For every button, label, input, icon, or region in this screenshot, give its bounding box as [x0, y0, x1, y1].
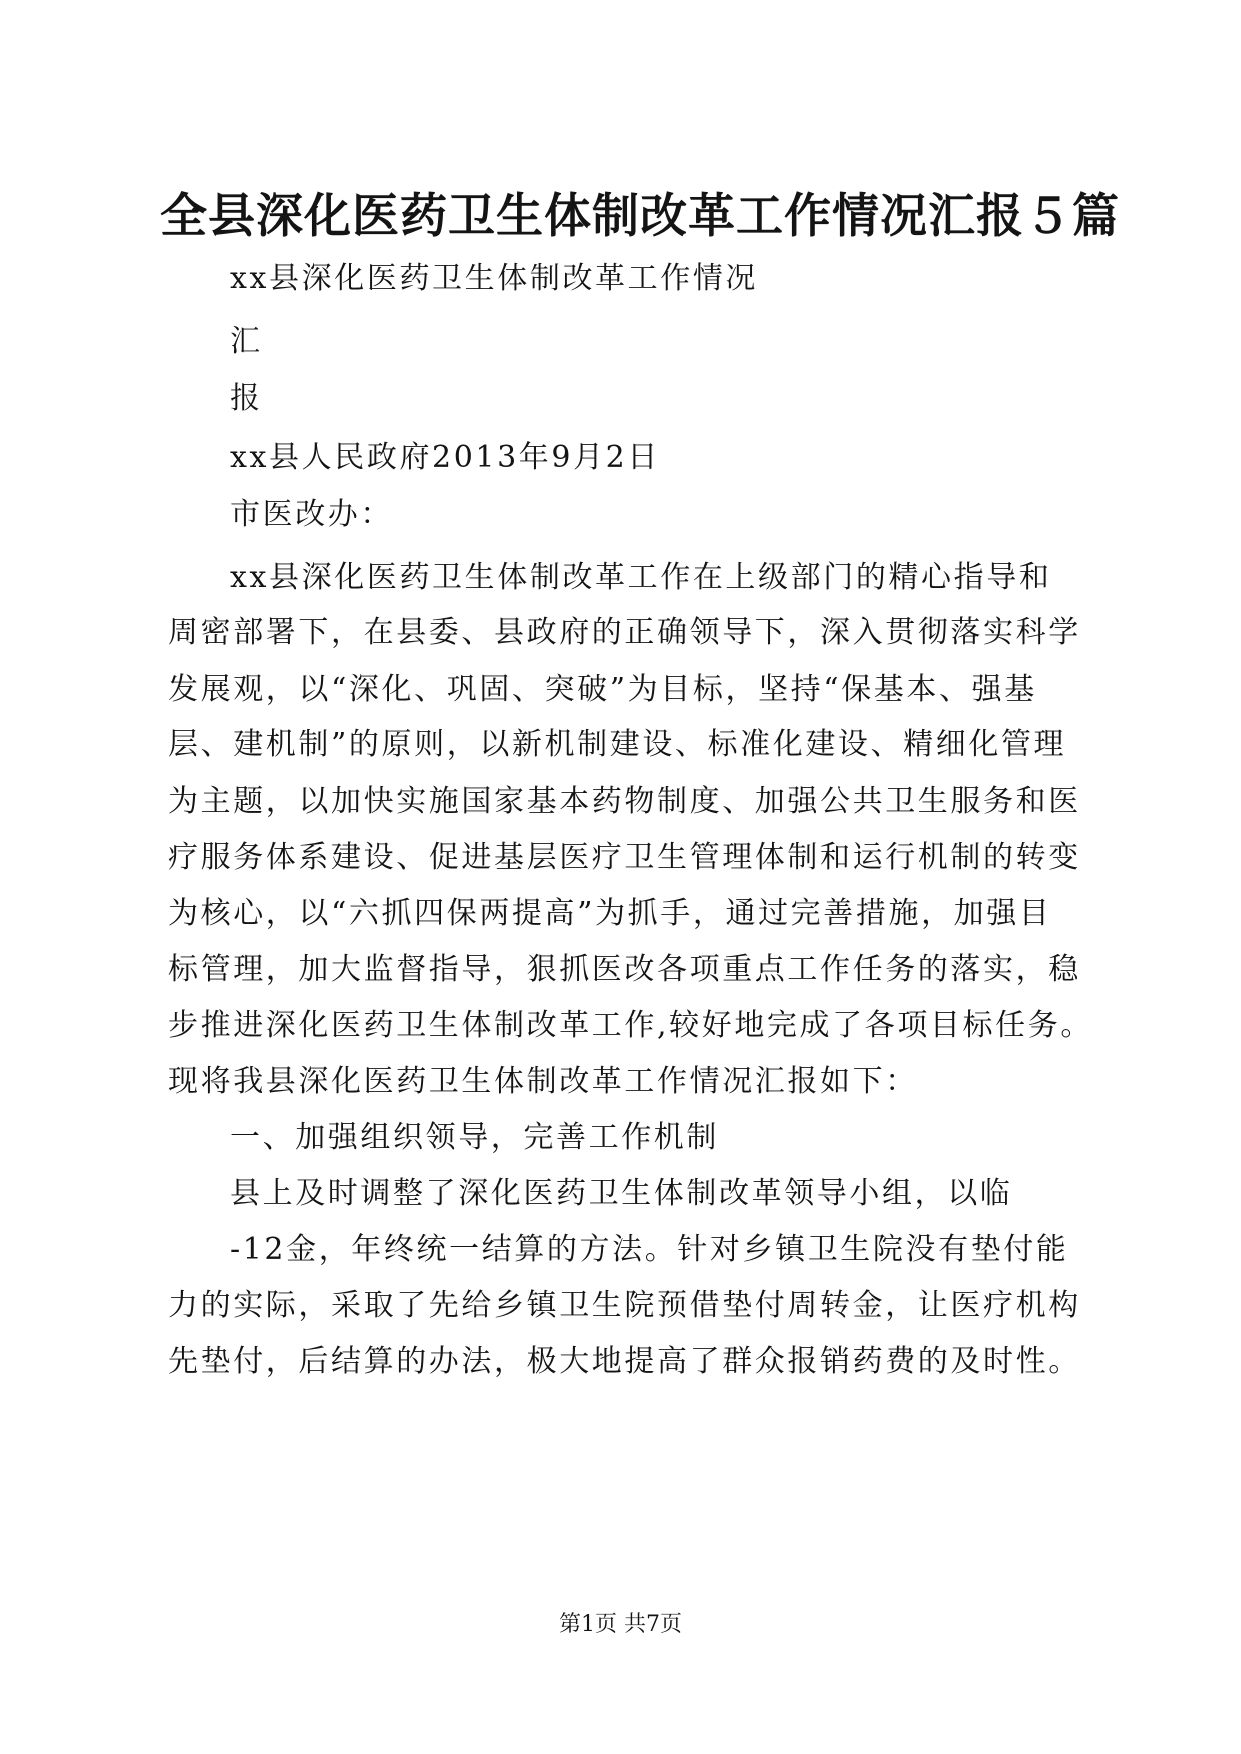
paragraph-line: 步推进深化医药卫生体制改革工作,较好地完成了各项目标任务。 [168, 1008, 1093, 1043]
subtitle-char-bao: 报 [230, 381, 263, 416]
subtitle-char-hui: 汇 [230, 324, 263, 359]
paragraph-line: 为主题，以加快实施国家基本药物制度、加强公共卫生服务和医 [168, 784, 1081, 819]
section-heading: 一、加强组织领导，完善工作机制 [230, 1120, 719, 1155]
paragraph-line: 为核心，以“六抓四保两提高”为抓手，通过完善措施，加强目 [168, 896, 1052, 931]
recipient-line: 市医改办： [230, 497, 393, 532]
paragraph-line: 发展观，以“深化、巩固、突破”为目标，坚持“保基本、强基 [168, 672, 1037, 707]
paragraph-line: xx县深化医药卫生体制改革工作在上级部门的精心指导和 [230, 560, 1052, 595]
issuer-date-line: xx县人民政府2013年9月2日 [230, 440, 660, 475]
paragraph-line: 标管理，加大监督指导，狠抓医改各项重点工作任务的落实，稳 [168, 952, 1081, 987]
paragraph-line: -12金，年终统一结算的方法。针对乡镇卫生院没有垫付能 [230, 1232, 1069, 1267]
paragraph-line: 层、建机制”的原则，以新机制建设、标准化建设、精细化管理 [168, 727, 1067, 762]
paragraph-line: 县上及时调整了深化医药卫生体制改革领导小组，以临 [230, 1176, 1013, 1211]
paragraph-line: 现将我县深化医药卫生体制改革工作情况汇报如下： [168, 1064, 918, 1099]
document-title: 全县深化医药卫生体制改革工作情况汇报５篇 [160, 189, 1120, 244]
paragraph-line: 力的实际，采取了先给乡镇卫生院预借垫付周转金，让医疗机构 [168, 1288, 1081, 1323]
subtitle-line: xx县深化医药卫生体制改革工作情况 [230, 261, 759, 296]
paragraph-line: 先垫付，后结算的办法，极大地提高了群众报销药费的及时性。 [168, 1344, 1081, 1379]
paragraph-line: 周密部署下，在县委、县政府的正确领导下，深入贯彻落实科学 [168, 615, 1081, 650]
page-number-footer: 第1页 共7页 [559, 1612, 682, 1637]
paragraph-line: 疗服务体系建设、促进基层医疗卫生管理体制和运行机制的转变 [168, 840, 1081, 875]
